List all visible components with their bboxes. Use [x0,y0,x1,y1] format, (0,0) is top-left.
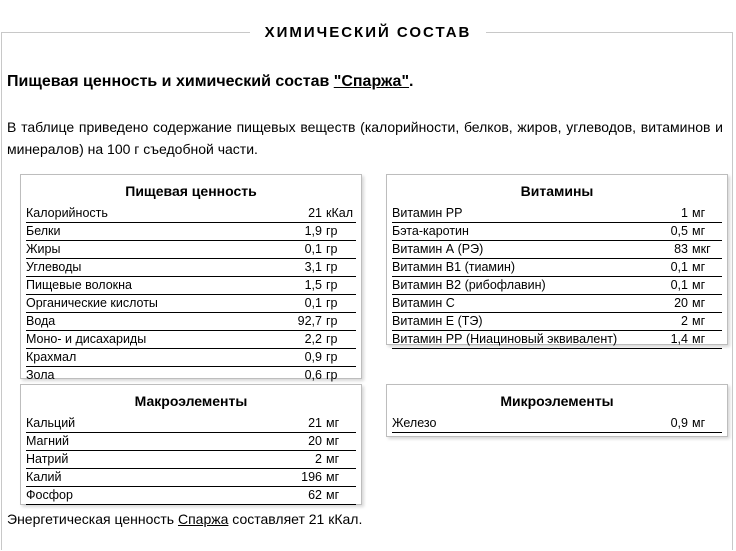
vitamins-row-name: Витамин В1 (тиамин) [392,260,516,274]
vitamins-row [392,259,722,277]
micro-row-value: 0,9 [670,416,688,430]
footer-prefix: Энергетическая ценность [7,511,178,527]
nutrition-row-unit: гр [326,260,338,274]
footer-product-link[interactable]: Спаржа [177,511,229,527]
macro-row-name: Фосфор [26,488,73,502]
vitamins-row [392,313,722,331]
nutrition-row-name: Органические кислоты [26,296,158,310]
vitamins-row-value: 0,1 [670,260,688,274]
macro-row-value: 20 [308,434,322,448]
vitamins-row-value: 20 [674,296,688,310]
macro-title: Макроэлементы [134,393,248,409]
micro-rows [392,415,722,433]
nutrition-row-value: 92,7 [297,314,322,328]
micro-row-unit: мг [692,416,706,430]
macro-row-value: 21 [308,416,322,430]
vitamins-row-unit: мг [692,278,706,292]
nutrition-row-unit: кКал [326,206,353,220]
micro-row [392,415,722,433]
energy-summary [7,511,362,527]
nutrition-row-name: Жиры [26,242,61,256]
vitamins-row-unit: мг [692,206,706,220]
nutrition-row-name: Крахмал [26,350,77,364]
macro-row-unit: мг [326,470,340,484]
vitamins-row-unit: мг [692,314,706,328]
vitamins-row [392,295,722,313]
macro-row-unit: мг [326,488,340,502]
nutrition-row-name: Вода [26,314,56,328]
nutrition-row-name: Углеводы [26,260,82,274]
vitamins-rows [392,205,722,349]
nutrition-row-value: 1,9 [304,224,322,238]
nutrition-row [26,259,356,277]
nutrition-row-unit: гр [326,368,338,382]
macro-row-unit: мг [326,416,340,430]
nutrition-row-unit: гр [326,350,338,364]
macro-row [26,487,356,505]
vitamins-row-name: Витамин Е (ТЭ) [392,314,483,328]
macro-row-value: 196 [301,470,322,484]
nutrition-row-unit: гр [326,296,338,310]
nutrition-row-name: Белки [26,224,61,238]
nutrition-row [26,223,356,241]
macro-rows [26,415,356,505]
macro-row-unit: мг [326,452,340,466]
macro-table [20,384,362,505]
macro-row [26,469,356,487]
vitamins-row [392,223,722,241]
vitamins-row-value: 1,4 [670,332,688,346]
vitamins-title: Витамины [520,183,594,199]
vitamins-row-value: 0,1 [670,278,688,292]
vitamins-row-value: 0,5 [670,224,688,238]
nutrition-row-unit: гр [326,224,338,238]
nutrition-table [20,174,362,382]
footer-suffix: составляет 21 кКал. [228,511,363,527]
vitamins-row-unit: мкг [692,242,711,256]
nutrition-row-value: 21 [308,206,322,220]
vitamins-row-value: 2 [681,314,688,328]
vitamins-row [392,331,722,349]
nutrition-row-value: 0,9 [304,350,322,364]
nutrition-row-value: 1,5 [304,278,322,292]
nutrition-row-unit: гр [326,278,338,292]
nutrition-row [26,241,356,259]
vitamins-row-value: 83 [674,242,688,256]
vitamins-row-unit: мг [692,224,706,238]
macro-row-value: 62 [308,488,322,502]
nutrition-row-unit: гр [326,242,338,256]
nutrition-row-unit: гр [326,332,338,346]
nutrition-row-name: Пищевые волокна [26,278,132,292]
micro-table [386,384,728,437]
macro-row-value: 2 [315,452,322,466]
nutrition-row-value: 0,6 [304,368,322,382]
nutrition-rows [26,205,356,385]
vitamins-row-name: Витамин РР (Ниациновый эквивалент) [392,332,618,346]
vitamins-row [392,205,722,223]
macro-row-name: Натрий [26,452,69,466]
macro-row-unit: мг [326,434,340,448]
nutrition-row-unit: гр [326,314,338,328]
nutrition-row-name: Калорийность [26,206,108,220]
nutrition-title: Пищевая ценность [125,183,257,199]
vitamins-row-name: Витамин С [392,296,455,310]
macro-row [26,451,356,469]
nutrition-row [26,331,356,349]
vitamins-row-unit: мг [692,260,706,274]
vitamins-row-unit: мг [692,296,706,310]
product-link[interactable]: "Спаржа" [333,73,410,90]
nutrition-row [26,277,356,295]
macro-row-name: Кальций [26,416,76,430]
vitamins-row-value: 1 [681,206,688,220]
vitamins-row-name: Витамин В2 (рибофлавин) [392,278,546,292]
nutrition-row-value: 0,1 [304,296,322,310]
nutrition-row [26,313,356,331]
nutrition-row-name: Моно- и дисахариды [26,332,147,346]
micro-title: Микроэлементы [500,393,614,409]
nutrition-row [26,349,356,367]
macro-row-name: Калий [26,470,62,484]
vitamins-row-unit: мг [692,332,706,346]
nutrition-row-value: 2,2 [304,332,322,346]
micro-row-name: Железо [392,416,437,430]
vitamins-table [386,174,728,345]
nutrition-row-name: Зола [26,368,55,382]
macro-row-name: Магний [26,434,69,448]
vitamins-row [392,241,722,259]
nutrition-row-value: 3,1 [304,260,322,274]
section-title: ХИМИЧЕСКИЙ СОСТАВ [250,20,486,46]
macro-row [26,433,356,451]
nutrition-row [26,205,356,223]
nutrition-row [26,367,356,385]
macro-row [26,415,356,433]
nutrition-row [26,295,356,313]
vitamins-row [392,277,722,295]
page-heading [7,73,414,91]
heading-prefix: Пищевая ценность и химический состав [7,73,334,90]
vitamins-row-name: Витамин РР [392,206,463,220]
vitamins-row-name: Бэта-каротин [392,224,469,238]
intro-text: В таблице приведено содержание пищевых веществ (калорийности, белков, жиров, углеводов, витаминов и минералов) на 100 г съедобной части. [7,119,723,157]
heading-suffix: . [409,73,414,90]
vitamins-row-name: Витамин А (РЭ) [392,242,484,256]
nutrition-row-value: 0,1 [304,242,322,256]
